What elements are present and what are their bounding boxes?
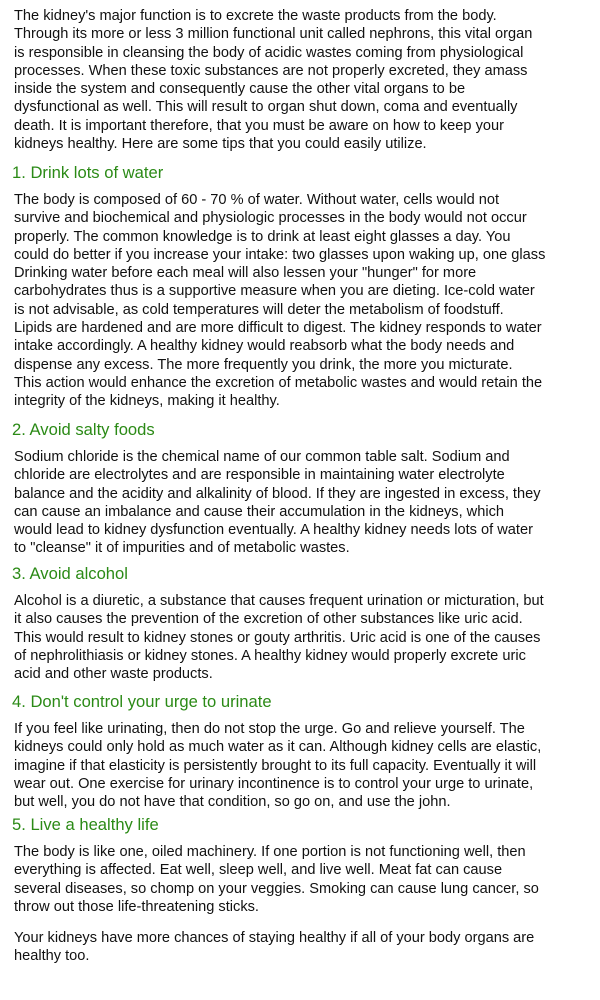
section-body-drink-water: The body is composed of 60 - 70 % of water. Without water, cells would not survive and biochemical and physiologic processes in the body would not occur properly. The common knowledge is to drink at least eight glasses a day. You could do better if you increase your intake: two glasses upon waking up, one glass Drinking water before each meal will also lessen your "hunger" for more carbohydrates thus is a supportive measure when you are dieting. Ice-cold water is not advisable, as cold temperatures will deter the metabolism of foodstuff. Lipids are hardened and are more difficult to digest. The kidney responds to water intake accordingly. A healthy kidney would reabsorb what the body needs and dispense any excess. The more frequently you drink, the more you micturate. This action would enhance the excretion of metabolic wastes and would retain the integrity of the kidneys, making it healthy.	[14, 192, 546, 410]
section-heading-drink-water: 1. Drink lots of water	[12, 163, 164, 182]
closing-paragraph: Your kidneys have more chances of staying healthy if all of your body organs are healthy too.	[14, 930, 535, 965]
section-body-urge-to-urinate: If you feel like urinating, then do not stop the urge. Go and relieve yourself. The kidneys could only hold as much water as it can. Although kidney cells are elastic, imagine if that elasticity is persistently brought to its full capacity. Eventually it will wear out. One exercise for urinary incontinence is to control your urge to urinate, but well, you do not have that condition, so go on, and use the john.	[14, 721, 542, 811]
intro-paragraph: The kidney's major function is to excrete the waste products from the body. Through its more or less 3 million functional unit called nephrons, this vital organ is responsible in cleansing the body of acidic wastes coming from physiological processes. When these toxic substances are not properly excreted, they amass inside the system and consequently cause the other vital organs to be dysfunctional as well. This will result to organ shut down, coma and eventually death. It is important therefore, that you must be aware on how to keep your kidneys healthy. Here are some tips that you could easily utilize.	[14, 8, 533, 153]
section-body-avoid-alcohol: Alcohol is a diuretic, a substance that causes frequent urination or micturation, but it also causes the prevention of the excretion of other substances like uric acid. This would result to kidney stones or gouty arthritis. Uric acid is one of the causes of nephrolithiasis or kidney stones. A healthy kidney would properly excrete uric acid and other waste products.	[14, 593, 544, 683]
section-heading-urge-to-urinate: 4. Don't control your urge to urinate	[12, 692, 272, 711]
section-body-avoid-salty-foods: Sodium chloride is the chemical name of our common table salt. Sodium and chloride are electrolytes and are responsible in maintaining water electrolyte balance and the acidity and alkalinity of blood. If they are ingested in excess, they can cause an imbalance and cause their accumulation in the kidneys, which would lead to kidney dysfunction eventually. A healthy kidney needs lots of water to "cleanse" it of impurities and of metabolic wastes.	[14, 449, 541, 557]
section-heading-avoid-alcohol: 3. Avoid alcohol	[12, 564, 128, 583]
section-heading-healthy-life: 5. Live a healthy life	[12, 815, 159, 834]
section-heading-avoid-salty-foods: 2. Avoid salty foods	[12, 420, 155, 439]
section-body-healthy-life: The body is like one, oiled machinery. If one portion is not functioning well, then everything is affected. Eat well, sleep well, and live well. Meat fat can cause several diseases, so chomp on your veggies. Smoking can cause lung cancer, so throw out those life-threatening sticks.	[14, 844, 539, 915]
